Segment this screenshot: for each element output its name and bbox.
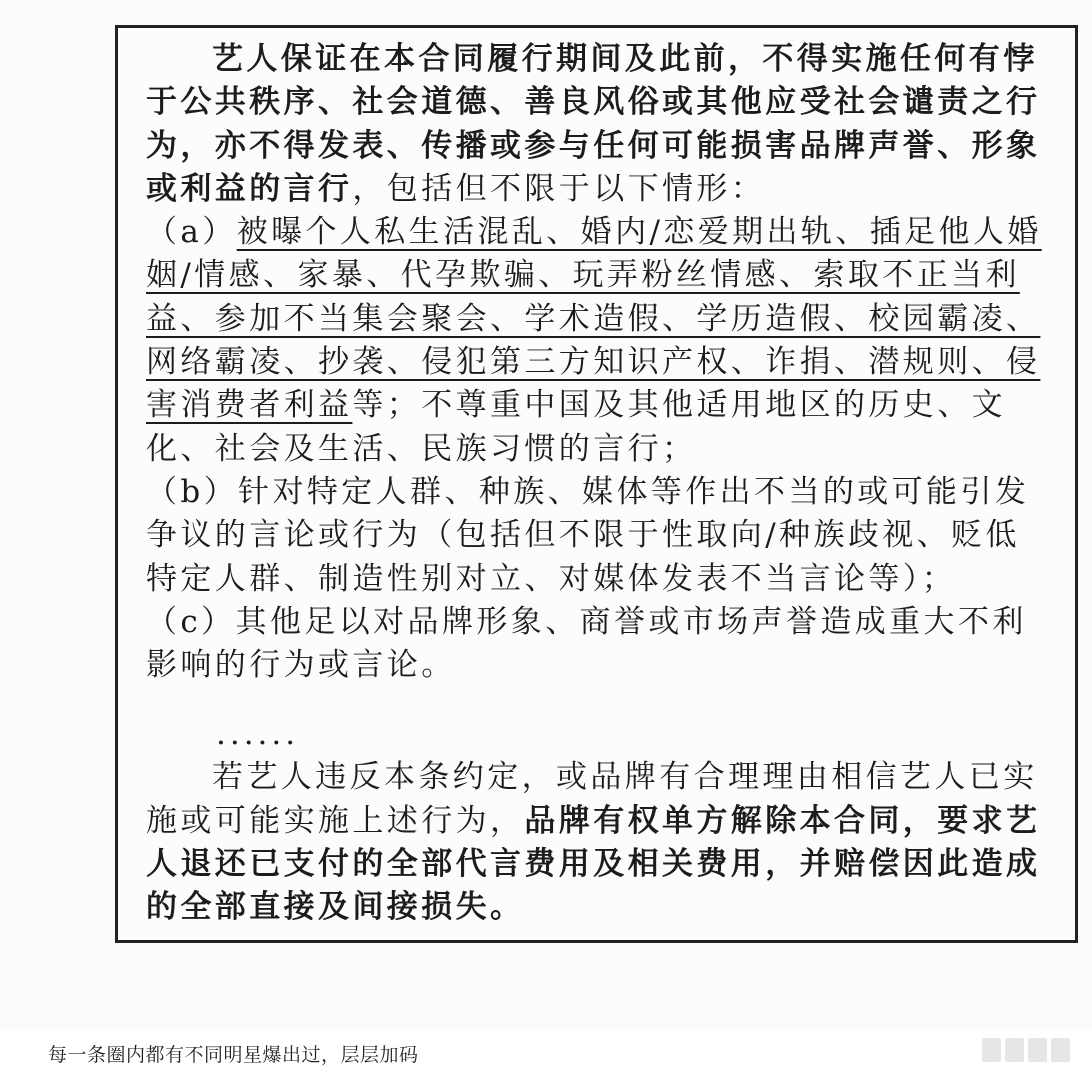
closing-paragraph [146, 756, 1051, 929]
contract-clause-text [146, 38, 1051, 930]
item-c-paragraph: （c）其他足以对品牌形象、商誉或市场声誉造成重大不利影响的行为或言论。 [146, 603, 1027, 684]
ellipsis: ...... [216, 716, 300, 753]
item-a-rest-text: 等；不尊重中国及其他适用地区的历史、文化、社会及生活、民族习惯的言行； [146, 387, 1007, 467]
item-a-paragraph [146, 211, 1051, 471]
spacer [146, 687, 1051, 713]
intro-paragraph [146, 38, 1051, 211]
intro-bold-text: 艺人保证在本合同履行期间及此前，不得实施任何有悖于公共秩序、社会道德、善良风俗或其他应受社会谴责之行为，亦不得发表、传播或参与任何可能损害品牌声誉、形象或利益的言行 [146, 41, 1041, 207]
closing-bold-text: 品牌有权单方解除本合同，要求艺人退还已支付的全部代言费用及相关费用，并赔偿因此造成的全部直接及间接损失。 [146, 802, 1041, 926]
image-strip-placeholder [982, 1038, 1070, 1062]
post-caption: 每一条圈内都有不同明星爆出过，层层加码 [48, 1044, 419, 1066]
item-a-label: （a） [146, 214, 237, 251]
intro-tail-text: ，包括但不限于以下情形： [352, 170, 766, 207]
item-b-paragraph: （b）针对特定人群、种族、媒体等作出不当的或可能引发争议的言论或行为（包括但不限于性取向/种族歧视、贬低特定人群、制造性别对立、对媒体发表不当言论等）； [146, 473, 1030, 597]
closing-text: 若艺人违反本条约定，或品牌有合理理由相信艺人已实施或可能实施上述行为， [146, 759, 1038, 839]
item-a-underlined-text: 被曝个人私生活混乱、婚内/恋爱期出轨、插足他人婚姻/情感、家暴、代孕欺骗、玩弄粉丝情感、索取不正当利益、参加不当集会聚会、学术造假、学历造假、校园霸凌、网络霸凌、抄袭、侵犯第三方知识产权、诈捐、潜规则、侵害消费者利益 [146, 214, 1042, 424]
contract-excerpt-frame [115, 25, 1078, 943]
